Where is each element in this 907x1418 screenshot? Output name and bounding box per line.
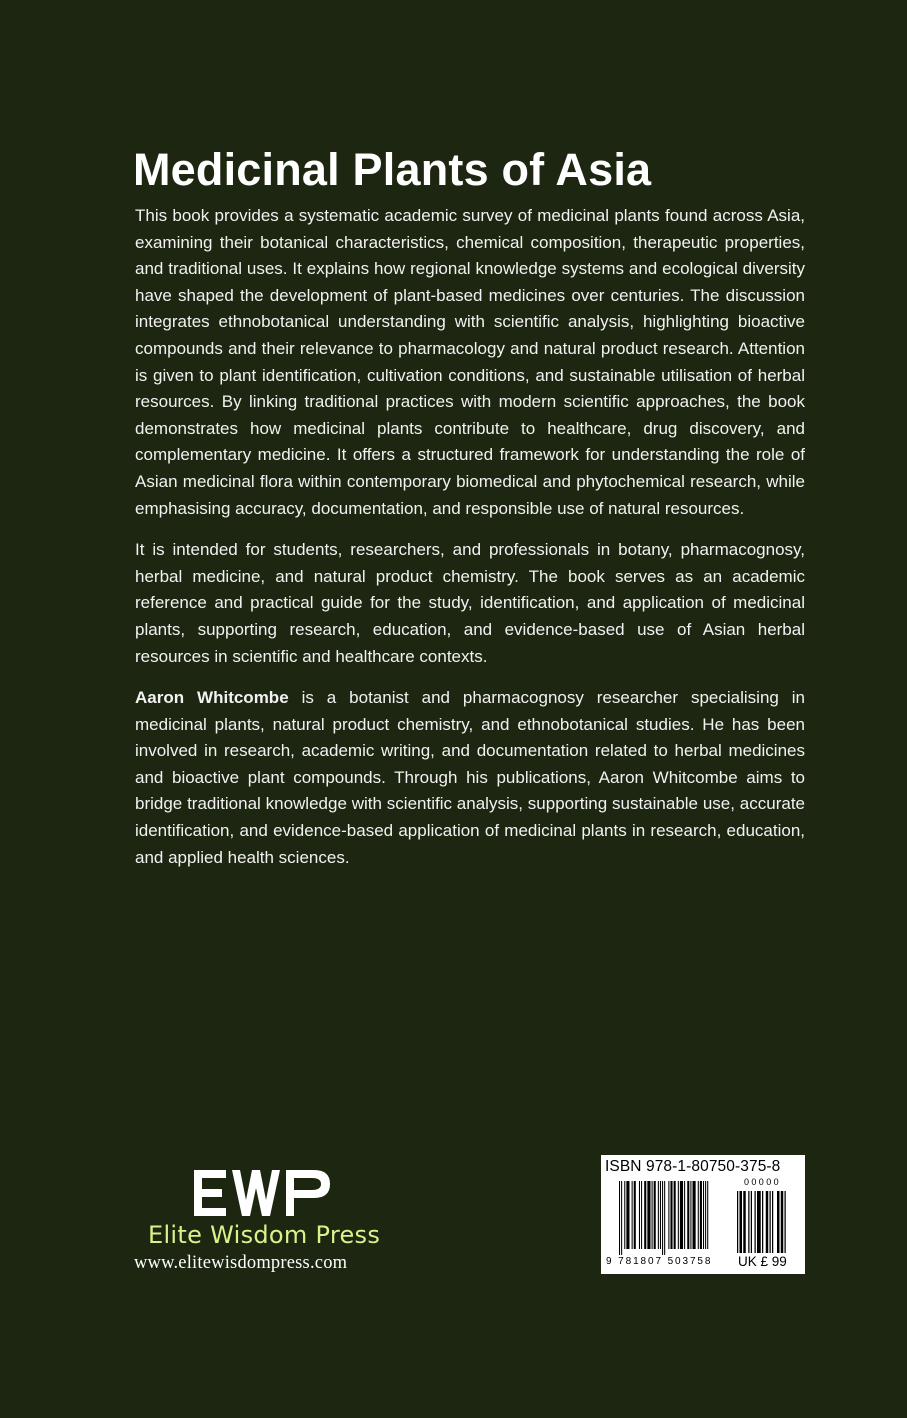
barcode-addon-bars-icon: [737, 1191, 795, 1253]
isbn-barcode: [601, 1155, 805, 1274]
description-paragraph-2: It is intended for students, researchers, and professionals in botany, pharmacognosy, herbal medicine, and natural product chemistry. The book serves as an academic reference and practical guide for the study, identification, and application of medicinal plants, supporting research, education, and evidence-based use of Asian herbal resources in scientific and healthcare contexts.: [135, 540, 805, 666]
publisher-url: www.elitewisdompress.com: [134, 1253, 348, 1273]
barcode-digits: 9 781807 503758: [606, 1256, 713, 1267]
author-bio: is a botanist and pharmacognosy researcher specialising in medicinal plants, natural product chemistry, and ethnobotanical studies. He has been involved in research, academic writing, and documentation related to herbal medicines and bioactive plant compounds. Through his publications, Aaron Whitcombe aims to bridge traditional knowledge with scientific analysis, supporting sustainable use, accurate identification, and evidence-based application of medicinal plants in research, education, and applied health sciences.: [135, 688, 806, 867]
author-name: Aaron Whitcombe: [135, 688, 289, 708]
barcode-main-bars-icon: [619, 1181, 731, 1255]
publisher-block: [134, 1170, 404, 1274]
description-paragraph-1: This book provides a systematic academic survey of medicinal plants found across Asia, examining their botanical characteristics, chemical composition, therapeutic properties, and traditional uses. It explains how regional knowledge systems and ecological diversity have shaped the development of plant-based medicines over centuries. The discussion integrates ethnobotanical understanding with scientific analysis, highlighting bioactive compounds and their relevance to pharmacology and natural product research. Attention is given to plant identification, cultivation conditions, and sustainable utilisation of herbal resources. By linking traditional practices with modern scientific approaches, the book demonstrates how medicinal plants contribute to healthcare, drug discovery, and complementary medicine. It offers a structured framework for understanding the role of Asian medicinal flora within contemporary biomedical and phytochemical research, while emphasising accuracy, documentation, and responsible use of natural resources.: [135, 206, 805, 518]
publisher-logo-icon: [194, 1170, 330, 1216]
publisher-name: Elite Wisdom Press: [148, 1221, 381, 1249]
book-title: Medicinal Plants of Asia: [133, 144, 652, 195]
price-label: UK £ 99: [738, 1254, 787, 1269]
author-bio-paragraph: [135, 685, 805, 871]
back-cover-text: [135, 203, 805, 871]
barcode-addon-digits: 00000: [744, 1177, 782, 1187]
isbn-label: ISBN 978-1-80750-375-8: [605, 1158, 781, 1175]
